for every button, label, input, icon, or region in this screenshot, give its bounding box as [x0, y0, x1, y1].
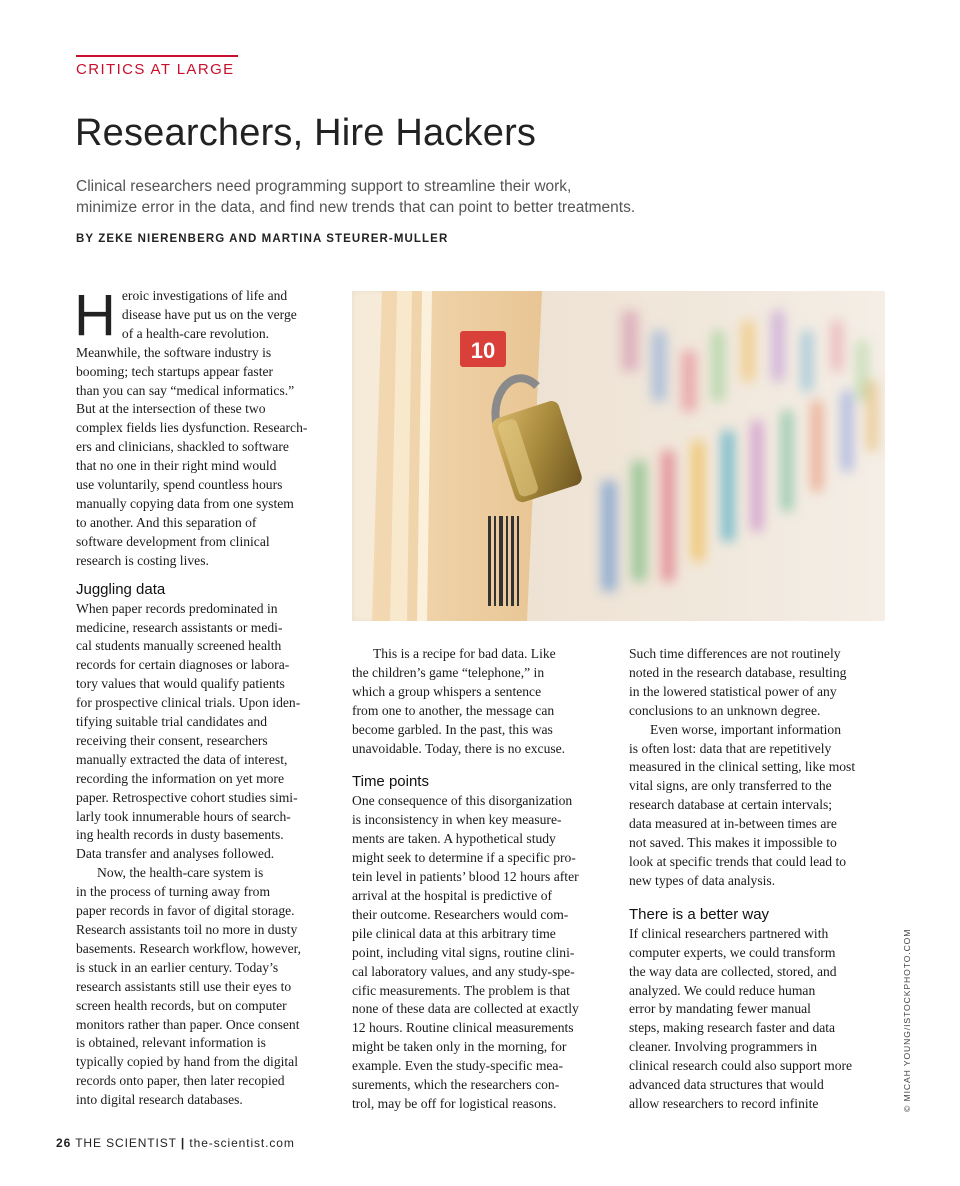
body-paragraph: [629, 925, 887, 1114]
intro-paragraph: [74, 283, 331, 571]
text-line: tifying suitable trial candidates and: [76, 714, 268, 730]
text-line: data measured at in-between times are: [629, 816, 837, 832]
text-line: cal students manually screened health: [76, 638, 282, 654]
text-line: use voluntarily, spend countless hours: [76, 477, 283, 493]
text-line: booming; tech startups appear faster: [76, 363, 274, 379]
text-line: records onto paper, then later recopied: [76, 1073, 285, 1089]
text-line: research database at certain intervals;: [629, 797, 833, 813]
byline: BY ZEKE NIERENBERG AND MARTINA STEURER-MULLER: [76, 233, 449, 245]
body-paragraph: [352, 645, 610, 758]
body-paragraph: [629, 645, 887, 721]
text-line: cal laboratory values, and any study-spe-: [352, 963, 575, 979]
text-line: manually copying data from one system: [76, 495, 294, 511]
body-paragraph: [352, 792, 610, 1113]
text-line: than you can say “medical informatics.”: [76, 382, 295, 398]
text-line: manually extracted the data of interest,: [76, 751, 288, 767]
section-label: CRITICS AT LARGE: [76, 61, 235, 78]
text-line: Even worse, important information: [650, 721, 842, 737]
deck-line: Clinical researchers need programming support to streamline their work,: [76, 178, 572, 195]
text-line: might be taken only in the morning, for: [352, 1039, 567, 1055]
text-line: steps, making research faster and data: [629, 1020, 836, 1036]
text-line: is obtained, relevant information is: [76, 1035, 266, 1051]
text-line: is often lost: data that are repetitively: [629, 740, 832, 756]
text-line: records for certain diagnoses or labora-: [76, 657, 290, 673]
text-line: might seek to determine if a specific pro-: [352, 850, 576, 866]
text-line: larly took innumerable hours of search-: [76, 808, 291, 824]
text-line: tory values that would qualify patients: [76, 676, 285, 692]
text-line: screen health records, but on computer: [76, 997, 287, 1013]
text-line: example. Even the study-specific mea-: [352, 1058, 563, 1074]
text-line: is inconsistency in when key measure-: [352, 812, 562, 828]
text-line: disease have put us on the verge: [121, 306, 297, 322]
text-line: become garbled. In the past, this was: [352, 721, 553, 737]
text-line: to another. And this separation of: [76, 514, 257, 530]
text-line: of a health-care revolution.: [121, 325, 270, 341]
text-line: for prospective clinical trials. Upon iden-: [76, 695, 301, 711]
text-line: not saved. This makes it impossible to: [629, 835, 837, 851]
page-footer: [56, 1136, 295, 1150]
text-line: noted in the research database, resulting: [629, 664, 847, 680]
text-line: computer experts, we could transform: [629, 944, 836, 960]
text-line: complex fields lies dysfunction. Research-: [76, 420, 308, 436]
text-line: surements, which the researchers con-: [352, 1077, 560, 1093]
text-line: basements. Research workflow, however,: [76, 940, 302, 956]
text-line: This is a recipe for bad data. Like: [373, 646, 556, 661]
text-line: software development from clinical: [76, 533, 270, 549]
text-line: trol, may be off for logistical reasons.: [352, 1095, 557, 1111]
text-line: receiving their consent, researchers: [76, 732, 268, 748]
text-line: paper. Retrospective cohort studies simi-: [76, 789, 298, 805]
text-line: which a group whispers a sentence: [352, 683, 542, 699]
text-line: research assistants still use their eyes to: [76, 978, 292, 994]
subhead-juggling-data: Juggling data: [76, 580, 166, 598]
text-line: their outcome. Researchers would com-: [352, 906, 569, 922]
text-line: Such time differences are not routinely: [629, 646, 841, 661]
text-line: from one to another, the message can: [352, 702, 555, 718]
text-line: the children’s game “telephone,” in: [352, 664, 545, 680]
article-deck: [76, 176, 776, 218]
body-paragraph: [629, 721, 887, 891]
text-line: is stuck in an earlier century. Today’s: [76, 959, 279, 975]
deck-line: minimize error in the data, and find new trends that can point to better treatments.: [76, 199, 636, 216]
magazine-name: THE SCIENTIST: [75, 1136, 177, 1150]
text-line: in the lowered statistical power of any: [629, 683, 837, 699]
text-line: allow researchers to record infinite: [629, 1095, 819, 1111]
photo-illustration: [352, 291, 885, 621]
section-rule: [76, 55, 238, 57]
text-line: cific measurements. The problem is that: [352, 982, 570, 998]
text-line: arrival at the hospital is predictive of: [352, 887, 553, 903]
article-column-3: [629, 645, 887, 1114]
text-line: new types of data analysis.: [629, 872, 776, 888]
text-line: eroic investigations of life and: [121, 288, 288, 303]
text-line: pile clinical data at this arbitrary time: [352, 925, 556, 941]
text-line: that no one in their right mind would: [76, 458, 277, 474]
body-paragraph: [76, 864, 331, 1110]
text-line: ments are taken. A hypothetical study: [352, 831, 556, 847]
text-line: the way data are collected, stored, and: [629, 963, 837, 979]
subhead-time-points: Time points: [352, 773, 429, 791]
text-line: Now, the health-care system is: [97, 865, 264, 881]
text-line: Meanwhile, the software industry is: [76, 344, 272, 360]
website-link[interactable]: the-scientist.com: [189, 1136, 295, 1150]
text-line: conclusions to an unknown degree.: [629, 702, 821, 718]
text-line: typically copied by hand from the digital: [76, 1054, 298, 1070]
footer-separator: |: [180, 1136, 186, 1150]
padlock-file-folders-photo: [352, 291, 885, 621]
text-line: paper records in favor of digital storage.: [76, 903, 295, 919]
text-line: ers and clinicians, shackled to software: [76, 439, 289, 455]
text-line: point, including vital signs, routine clini-: [352, 944, 575, 960]
text-line: unavoidable. Today, there is no excuse.: [352, 740, 566, 756]
text-line: in the process of turning away from: [76, 884, 271, 900]
text-line: When paper records predominated in: [76, 600, 278, 616]
article-headline: Researchers, Hire Hackers: [75, 112, 537, 154]
text-line: advanced data structures that would: [629, 1077, 824, 1093]
text-line: Research assistants toil no more in dusty: [76, 922, 298, 937]
text-line: One consequence of this disorganization: [352, 793, 573, 809]
text-line: If clinical researchers partnered with: [629, 925, 829, 941]
text-line: medicine, research assistants or medi-: [76, 619, 283, 635]
text-line: But at the intersection of these two: [76, 401, 266, 417]
text-line: analyzed. We could reduce human: [629, 982, 816, 998]
body-paragraph: [76, 600, 331, 865]
text-line: monitors rather than paper. Once consent: [76, 1016, 300, 1032]
article-column-2: [352, 645, 610, 1114]
article-column-1: [74, 283, 331, 1110]
text-line: recording the information on yet more: [76, 770, 284, 786]
text-line: measured in the clinical setting, like most: [629, 759, 856, 775]
text-line: ing health records in dusty basements.: [76, 827, 284, 843]
text-line: Data transfer and analyses followed.: [76, 846, 275, 862]
text-line: vital signs, are only transferred to the: [629, 778, 832, 794]
subhead-better-way: There is a better way: [629, 905, 770, 923]
text-line: clinical research could also support more: [629, 1058, 853, 1074]
folder-tab-number: 10: [470, 338, 496, 363]
text-line: cleaner. Involving programmers in: [629, 1039, 817, 1055]
drop-cap: H: [74, 283, 116, 348]
text-line: none of these data are collected at exactly: [352, 1001, 579, 1017]
text-line: look at specific trends that could lead to: [629, 853, 847, 869]
text-line: 12 hours. Routine clinical measurements: [352, 1020, 574, 1036]
page-number: 26: [56, 1136, 72, 1150]
text-line: research is costing lives.: [76, 552, 209, 568]
photo-credit-text: © MICAH YOUNG/ISTOCKPHOTO.COM: [902, 928, 912, 1112]
text-line: error by mandating fewer manual: [629, 1001, 811, 1017]
text-line: into digital research databases.: [76, 1092, 243, 1108]
text-line: tein level in patients’ blood 12 hours after: [352, 869, 579, 885]
